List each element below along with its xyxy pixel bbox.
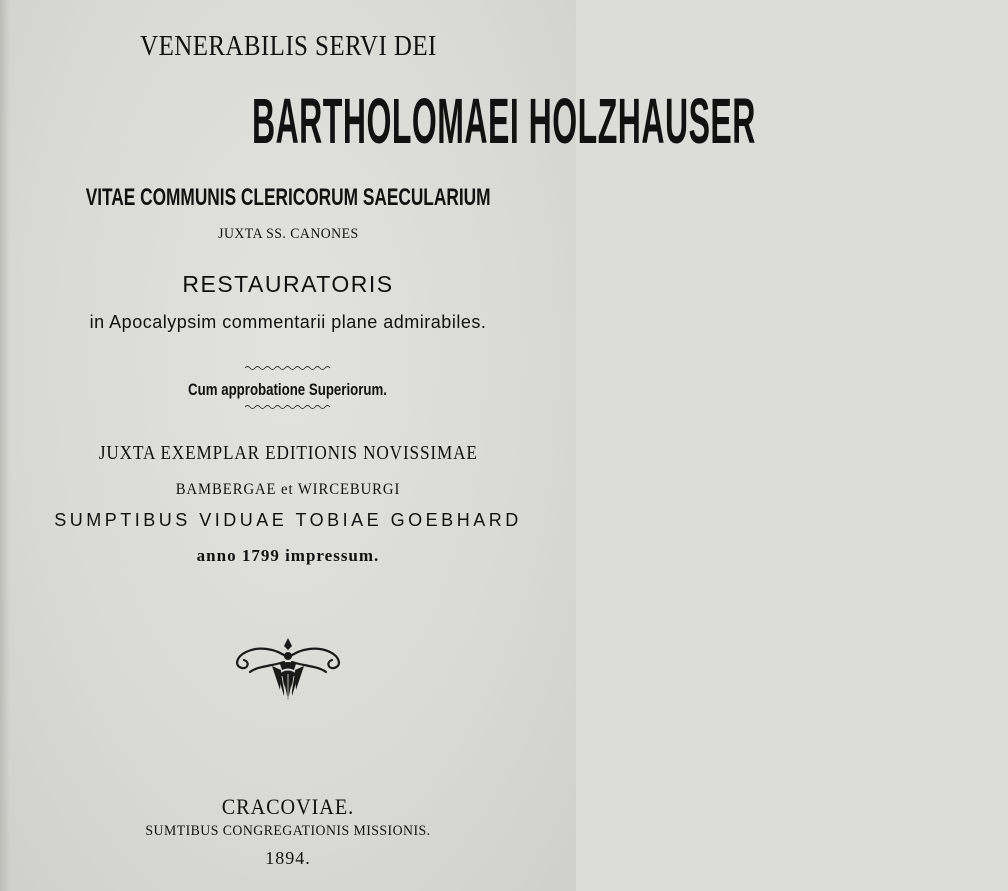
approbation-line: Cum approbatione Superiorum. bbox=[188, 380, 388, 399]
imprint-city: CRACOVIAE. bbox=[221, 794, 355, 819]
imprint-publisher: SUMTIBUS CONGREGATIONIS MISSIONIS. bbox=[145, 823, 431, 839]
subtitle-commentarii: in Apocalypsim commentarii plane admirabiles. bbox=[89, 312, 487, 332]
header-line-venerabilis: VENERABILIS SERVI DEI bbox=[139, 30, 437, 62]
wavy-rule-bottom-icon bbox=[245, 403, 331, 411]
subtitle-restauratoris: RESTAURATORIS bbox=[182, 271, 394, 297]
impressum-line: anno 1799 impressum. bbox=[196, 546, 380, 565]
author-name: BARTHOLOMAEI HOLZHAUSER bbox=[251, 85, 756, 157]
fleuron-ornament-icon bbox=[228, 636, 348, 704]
edition-line: JUXTA EXEMPLAR EDITIONIS NOVISSIMAE bbox=[98, 442, 478, 464]
subtitle-juxta-canones: JUXTA SS. CANONES bbox=[217, 226, 359, 242]
subtitle-vitae: VITAE COMMUNIS CLERICORUM SAECULARIUM bbox=[85, 184, 491, 211]
wavy-rule-top-icon bbox=[245, 364, 331, 372]
places-line: BAMBERGAE et WIRCEBURGI bbox=[175, 481, 401, 498]
sumptibus-line: SUMPTIBUS VIDUAE TOBIAE GOEBHARD bbox=[54, 510, 522, 530]
imprint-year: 1894. bbox=[265, 848, 311, 868]
